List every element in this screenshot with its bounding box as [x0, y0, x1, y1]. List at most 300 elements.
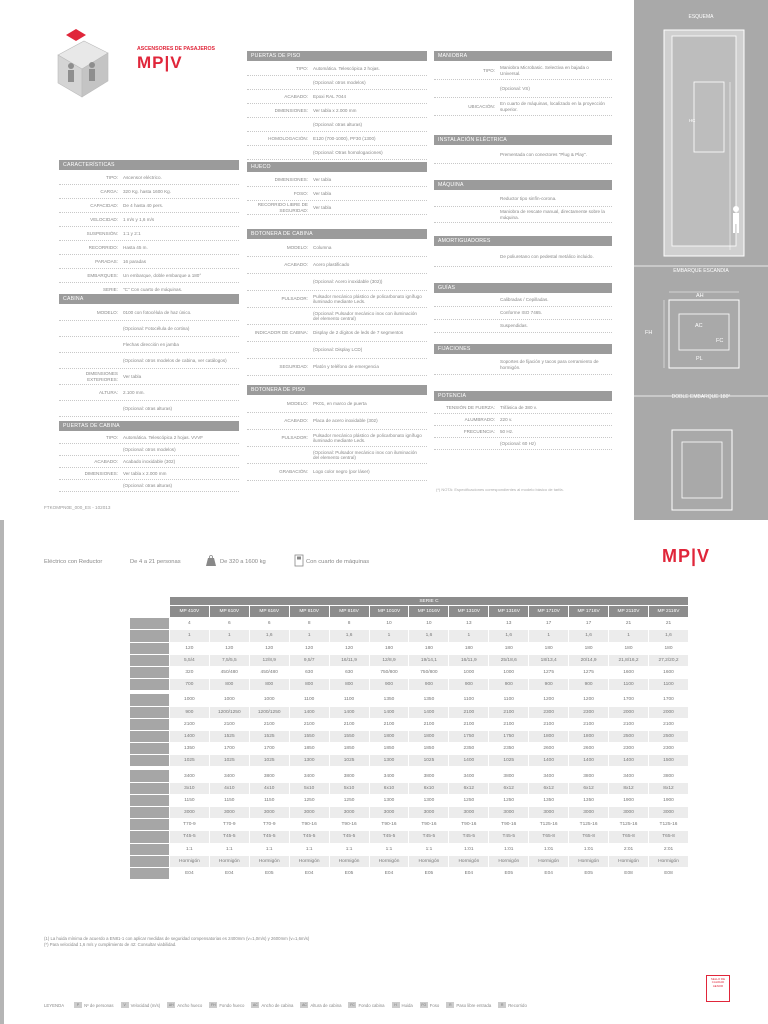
table-cell: Hormigón [249, 855, 289, 867]
table-cell: T45-5 [209, 831, 249, 843]
table-cell: 5,5/4 [169, 654, 209, 666]
table-row [130, 743, 689, 755]
floor-doors-list [247, 62, 427, 160]
weight-icon [205, 555, 217, 567]
table-cell: 1400 [529, 755, 569, 767]
table-cell: 450/480 [249, 666, 289, 678]
spec-value: 1 m/s y 1,6 m/s [123, 216, 155, 222]
table-cell: T65-8 [529, 831, 569, 843]
legend-code: FC [350, 1003, 355, 1007]
spec-row [434, 247, 612, 267]
table-cell: 1600 [609, 666, 649, 678]
spec-value: (Opcional: Pulsador mecánico inox con iluminación del elemento central) [313, 310, 417, 321]
model-header: MP 1016V [409, 606, 449, 618]
table-row [130, 618, 689, 630]
spec-row [434, 207, 612, 223]
table-cell: 3800 [329, 770, 369, 782]
table-cell: 180 [648, 642, 688, 654]
table-cell: Hormigón [209, 855, 249, 867]
spec-row [59, 432, 239, 444]
table-cell: 1 [169, 630, 209, 642]
spec-value: Automática. Telescópica 2 hojas. [313, 65, 380, 71]
legend-item [121, 1002, 161, 1008]
info-machine-room: Con cuarto de máquinas [306, 559, 370, 565]
table-cell: 10 [369, 618, 409, 630]
table-cell: Hormigón [489, 855, 529, 867]
spec-value: 220 v. [500, 416, 513, 422]
table-cell: E05 [489, 867, 529, 879]
table-cell: 3800 [569, 770, 609, 782]
label-ac: AC [695, 323, 703, 329]
table-row [130, 794, 689, 806]
spec-key: RECORRIDO: [88, 244, 118, 250]
spec-row [247, 173, 427, 187]
table-cell: 21 [609, 618, 649, 630]
doc-code: FTKOMPN0E_000_ES - 102013 [44, 505, 111, 510]
table-cell: 1250 [449, 794, 489, 806]
table-cell: 3000 [369, 807, 409, 819]
table-cell: 1:01 [489, 843, 529, 855]
table-cell: 17 [529, 618, 569, 630]
info-load: De 320 a 1600 kg [220, 559, 266, 565]
legend-label: Recorrido [508, 1002, 527, 1008]
spec-value: Pulsador mecánico plástico de policarbonato ignífugo iluminado mediante Leds. [313, 432, 422, 443]
table-cell: 3000 [409, 807, 449, 819]
table-cell: T90-16 [369, 819, 409, 831]
spec-row [247, 90, 427, 104]
table-row [130, 694, 689, 706]
spec-key: TIPO: [296, 65, 308, 71]
legend-label: Ancho de cabina [261, 1002, 294, 1008]
table-cell: 1400 [369, 706, 409, 718]
table-cell: 1:1 [209, 843, 249, 855]
table-cell: 2600 [529, 743, 569, 755]
table-cell: 2:01 [648, 843, 688, 855]
table-cell: Hormigón [648, 855, 688, 867]
table-cell: 320 [169, 666, 209, 678]
spec-key: HOMOLOGACIÓN: [268, 135, 308, 141]
table-cell: E05 [569, 867, 609, 879]
table-cell: 450/480 [209, 666, 249, 678]
table-cell: T90-16 [289, 819, 329, 831]
table-cell: 1700 [249, 743, 289, 755]
section-header-botonera-cabina: BOTONERA DE CABINA [247, 229, 427, 239]
legend-label: Ancho hueco [177, 1002, 203, 1008]
table-cell: 1:1 [169, 843, 209, 855]
spec-value: Hasta 45 m. [123, 244, 148, 250]
diagram-title-esquema: ESQUEMA [688, 14, 714, 20]
spec-value: Automática. Telescópica 2 hojas. VVVF [123, 434, 204, 440]
spec-key: EMBARQUES: [87, 272, 118, 278]
table-cell: Hormigón [409, 855, 449, 867]
table-cell: 1000 [249, 694, 289, 706]
spec-row [247, 146, 427, 160]
model-header: MP 1010V [369, 606, 409, 618]
section-header-potencia: POTENCIA [434, 391, 612, 401]
row-label [130, 666, 170, 678]
spec-value: De 4 hasta 40 pers. [123, 202, 164, 208]
table-row [130, 843, 689, 855]
spec-key: GRABACIÓN: [279, 469, 308, 475]
spec-value: "C" Con cuarto de máquinas. [123, 286, 183, 292]
legend-code: H [392, 1002, 400, 1008]
table-cell: 1,6 [329, 630, 369, 642]
table-cell: E05 [249, 867, 289, 879]
table-cell: 6x12 [489, 782, 529, 794]
spec-key: TIPO: [106, 434, 118, 440]
spec-row [59, 241, 239, 255]
table-cell: 6 [249, 618, 289, 630]
table-cell: 8x12 [609, 782, 649, 794]
legend-item [209, 1002, 244, 1008]
quality-stamp: SELLO DE CALIDAD AENOR [706, 975, 730, 1002]
spec-row [434, 62, 612, 80]
table-cell: 3400 [609, 770, 649, 782]
table-cell: 3000 [569, 807, 609, 819]
table-row [130, 730, 689, 742]
table-cell: 180 [529, 642, 569, 654]
spec-row [434, 191, 612, 207]
table-row [130, 642, 689, 654]
table-cell: E04 [169, 867, 209, 879]
table-cell: T65-8 [648, 831, 688, 843]
table-cell: 1400 [449, 755, 489, 767]
spec-key: PARADAS: [95, 258, 118, 264]
spec-row [59, 227, 239, 241]
table-cell: 1400 [609, 755, 649, 767]
table-cell: 800 [289, 679, 329, 691]
table-cell: 900 [449, 679, 489, 691]
row-label [130, 718, 170, 730]
row-label [130, 618, 170, 630]
table-cell: 700 [169, 679, 209, 691]
table-cell: 7,5/5,5 [209, 654, 249, 666]
table-cell: 3400 [209, 770, 249, 782]
table-cell: 120 [249, 642, 289, 654]
spec-table [129, 596, 689, 880]
info-type: Eléctrico con Reductor [44, 559, 103, 565]
table-cell: 3800 [489, 770, 529, 782]
legend-label: Paso libre entrada [456, 1002, 492, 1008]
spec-row [434, 414, 612, 426]
table-cell: T70-9 [249, 819, 289, 831]
table-cell: 1:01 [569, 843, 609, 855]
table-cell: T125-16 [648, 819, 688, 831]
table-cell: 4x10 [209, 782, 249, 794]
table-cell: 3000 [609, 807, 649, 819]
table-cell: T90-16 [489, 819, 529, 831]
table-cell: 2100 [369, 718, 409, 730]
table-cell: 1025 [489, 755, 529, 767]
info-persons: De 4 a 21 personas [130, 559, 181, 565]
table-cell: T45-5 [369, 831, 409, 843]
spec-key: DIMENSIONES: [274, 107, 308, 113]
table-cell: 180 [409, 642, 449, 654]
cabin-doors-list [59, 432, 239, 492]
table-cell: 5x10 [329, 782, 369, 794]
row-label [130, 807, 170, 819]
table-cell: 2600 [569, 743, 609, 755]
table-cell: 10 [409, 618, 449, 630]
table-cell: 1000 [489, 666, 529, 678]
table-cell: 2100 [449, 718, 489, 730]
spec-value: Epoxi RAL 7044 [313, 93, 347, 99]
table-cell: 21,8/16,2 [609, 654, 649, 666]
spec-row [247, 413, 427, 430]
spec-key: MODELO: [286, 401, 308, 407]
table-cell: Hormigón [169, 855, 209, 867]
cabin-list [59, 305, 239, 417]
legend-code: V [121, 1002, 129, 1008]
spec-value: Ascensor eléctrico. [123, 174, 162, 180]
row-label [130, 679, 170, 691]
table-cell: 8x12 [648, 782, 688, 794]
brand-logo: MP|V [137, 53, 183, 72]
note-2: (*) Para velocidad 1,6 m/s y cumplimiento de 42: Consultar viabilidad. [44, 942, 177, 947]
spec-value: Un embarque, doble embarque a 180° [123, 272, 202, 278]
table-notes [44, 936, 309, 948]
spec-row [59, 255, 239, 269]
table-row [130, 807, 689, 819]
table-cell: 1300 [369, 755, 409, 767]
table-cell: 1350 [169, 743, 209, 755]
table-cell: 1350 [529, 794, 569, 806]
table-cell: 4x10 [249, 782, 289, 794]
table-cell: 13 [449, 618, 489, 630]
spec-value: Trifásica de 380 v. [500, 404, 538, 410]
table-cell: 1750 [489, 730, 529, 742]
spec-row [247, 308, 427, 325]
table-cell: 1850 [329, 743, 369, 755]
spec-row [247, 62, 427, 76]
spec-value: 16 paradas [123, 258, 146, 264]
spec-row [434, 80, 612, 98]
table-cell: 1300 [289, 755, 329, 767]
label-fc: FC [716, 338, 724, 344]
spec-row [59, 321, 239, 337]
spec-row [59, 199, 239, 213]
table-cell: 2100 [609, 718, 649, 730]
model-header: MP 1316V [489, 606, 529, 618]
table-cell: 1100 [489, 694, 529, 706]
table-cell: 8 [329, 618, 369, 630]
table-cell: 1850 [409, 743, 449, 755]
spec-value: Ver tabla [313, 176, 332, 182]
table-cell: 3400 [449, 770, 489, 782]
table-cell: Hormigón [329, 855, 369, 867]
spec-key: ACABADO: [284, 262, 308, 268]
table-cell: 3x10 [169, 782, 209, 794]
table-cell: 1400 [409, 706, 449, 718]
row-label [130, 706, 170, 718]
section-header-instalacion: INSTALACIÓN ELÉCTRICA [434, 135, 612, 145]
row-label [130, 642, 170, 654]
legend-label: Huida [401, 1002, 413, 1008]
table-cell: 1900 [648, 794, 688, 806]
spec-key: SERIE: [102, 286, 118, 292]
table-cell: 6x10 [409, 782, 449, 794]
table-cell: 2500 [648, 730, 688, 742]
table-cell: 1550 [329, 730, 369, 742]
spec-value: PK01, en marco de puerta [313, 401, 367, 407]
table-cell: 1 [529, 630, 569, 642]
table-cell: 2100 [409, 718, 449, 730]
table-cell: 1800 [369, 730, 409, 742]
table-cell: 3000 [529, 807, 569, 819]
table-cell: 6x10 [369, 782, 409, 794]
table-cell: 1200 [569, 694, 609, 706]
table-cell: 6x12 [449, 782, 489, 794]
table-cell: 1 [369, 630, 409, 642]
section-header-maniobra: MANIOBRA [434, 51, 612, 61]
spec-row [247, 464, 427, 481]
spec-key: DIMENSIONES: [84, 470, 118, 476]
table-cell: 20/14,9 [569, 654, 609, 666]
spec-row [59, 468, 239, 480]
spec-value: Placa de acero inoxidable (302) [313, 418, 378, 424]
table-cell: 3800 [249, 770, 289, 782]
table-cell: 2300 [569, 706, 609, 718]
characteristics-list [59, 171, 239, 297]
table-cell: 3000 [648, 807, 688, 819]
brand-logo-page2: MP|V [662, 546, 711, 566]
table-cell: 1 [609, 630, 649, 642]
table-cell: T125-16 [529, 819, 569, 831]
electrical-list [434, 146, 612, 164]
table-cell: 9,5/7 [289, 654, 329, 666]
table-cell: 1150 [209, 794, 249, 806]
table-cell: Hormigón [289, 855, 329, 867]
table-cell: 1550 [289, 730, 329, 742]
legend-label: Nº de personas [84, 1002, 114, 1008]
spec-value: Reductor tipo sinfín-corona. [500, 195, 557, 201]
table-cell: T45-5 [489, 831, 529, 843]
table-cell: 1400 [569, 755, 609, 767]
legend-label: Fondo hueco [219, 1002, 245, 1008]
legend-item [446, 1002, 491, 1008]
table-cell: 1750 [449, 730, 489, 742]
table-cell: 1900 [609, 794, 649, 806]
table-cell: 1600 [648, 666, 688, 678]
table-cell: 1350 [369, 694, 409, 706]
table-cell: 1525 [209, 730, 249, 742]
table-row [130, 782, 689, 794]
shaft-list [247, 173, 427, 215]
guides-list [434, 294, 612, 333]
spec-key: RECORRIDO LIBRE DE SEGURIDAD: [257, 202, 308, 213]
spec-value: Acero plastificado [313, 262, 350, 268]
table-cell: 800 [249, 679, 289, 691]
row-label [130, 855, 170, 867]
table-cell: 1025 [249, 755, 289, 767]
spec-key: PULSADOR: [281, 435, 308, 441]
row-label [130, 843, 170, 855]
model-header: MP 1716V [569, 606, 609, 618]
spec-row [247, 201, 427, 215]
table-cell: 1700 [209, 743, 249, 755]
table-cell: 180 [449, 642, 489, 654]
table-cell: 1100 [609, 679, 649, 691]
table-cell: 1250 [329, 794, 369, 806]
spec-value: Suspendidas. [500, 323, 528, 329]
table-cell: 1000 [169, 694, 209, 706]
spec-value: Conforme ISO 7465. [500, 310, 543, 316]
spec-row [247, 118, 427, 132]
table-cell: T45-5 [329, 831, 369, 843]
table-cell: 3800 [409, 770, 449, 782]
table-cell: 17 [569, 618, 609, 630]
table-cell: 1100 [648, 679, 688, 691]
table-cell: 1000 [209, 694, 249, 706]
table-cell: 1700 [609, 694, 649, 706]
spec-value: Logo color negro (por láser) [313, 469, 370, 475]
spec-row [59, 185, 239, 199]
spec-value: Flechas dirección en jamba [123, 341, 179, 347]
table-cell: 3400 [369, 770, 409, 782]
table-cell: 2100 [489, 718, 529, 730]
table-cell: 120 [329, 642, 369, 654]
legend-code: AC [302, 1003, 307, 1007]
table-row [130, 718, 689, 730]
table-cell: 1:1 [249, 843, 289, 855]
table-cell: 1400 [289, 706, 329, 718]
legend-item [167, 1002, 202, 1008]
table-cell: 1525 [249, 730, 289, 742]
spec-row [247, 132, 427, 146]
spec-row [247, 396, 427, 413]
spec-row [247, 257, 427, 274]
table-row [130, 630, 689, 642]
table-cell: T45-5 [409, 831, 449, 843]
table-cell: 1275 [569, 666, 609, 678]
table-cell: 1025 [209, 755, 249, 767]
table-cell: E08 [648, 867, 688, 879]
legend-code: P [74, 1002, 82, 1008]
spec-value: (Opcional: otros modelos) [123, 446, 176, 452]
table-cell: 1:01 [449, 843, 489, 855]
table-cell: 12/8,9 [369, 654, 409, 666]
spec-value: (Opcional: Display LCD) [313, 347, 363, 353]
legend-title: LEYENDA [44, 1002, 65, 1008]
spec-key: MODELO: [286, 245, 308, 251]
row-label [130, 730, 170, 742]
table-cell: 1,6 [409, 630, 449, 642]
spec-row [434, 438, 612, 450]
table-cell: 1:01 [529, 843, 569, 855]
spec-row [247, 187, 427, 201]
table-cell: 1025 [329, 755, 369, 767]
row-label [130, 654, 170, 666]
spec-value: E120 (700-1000), PF30 (1300) [313, 135, 376, 141]
table-cell: 120 [289, 642, 329, 654]
spec-value: (Opcional: otras alturas) [313, 121, 363, 127]
section-header-guias: GUÍAS [434, 283, 612, 293]
table-cell: 1800 [529, 730, 569, 742]
spec-row [247, 291, 427, 308]
table-cell: 1,6 [648, 630, 688, 642]
spec-row [59, 385, 239, 401]
legend-item [251, 1002, 293, 1008]
table-row [130, 819, 689, 831]
table-cell: 1300 [369, 794, 409, 806]
table-cell: 900 [489, 679, 529, 691]
legend-code: FH [211, 1003, 216, 1007]
label-pl: PL [696, 356, 703, 362]
spec-key: CAPACIDAD: [90, 202, 118, 208]
table-cell: 1800 [569, 730, 609, 742]
table-cell: 1700 [648, 694, 688, 706]
table-cell: 1200 [529, 694, 569, 706]
